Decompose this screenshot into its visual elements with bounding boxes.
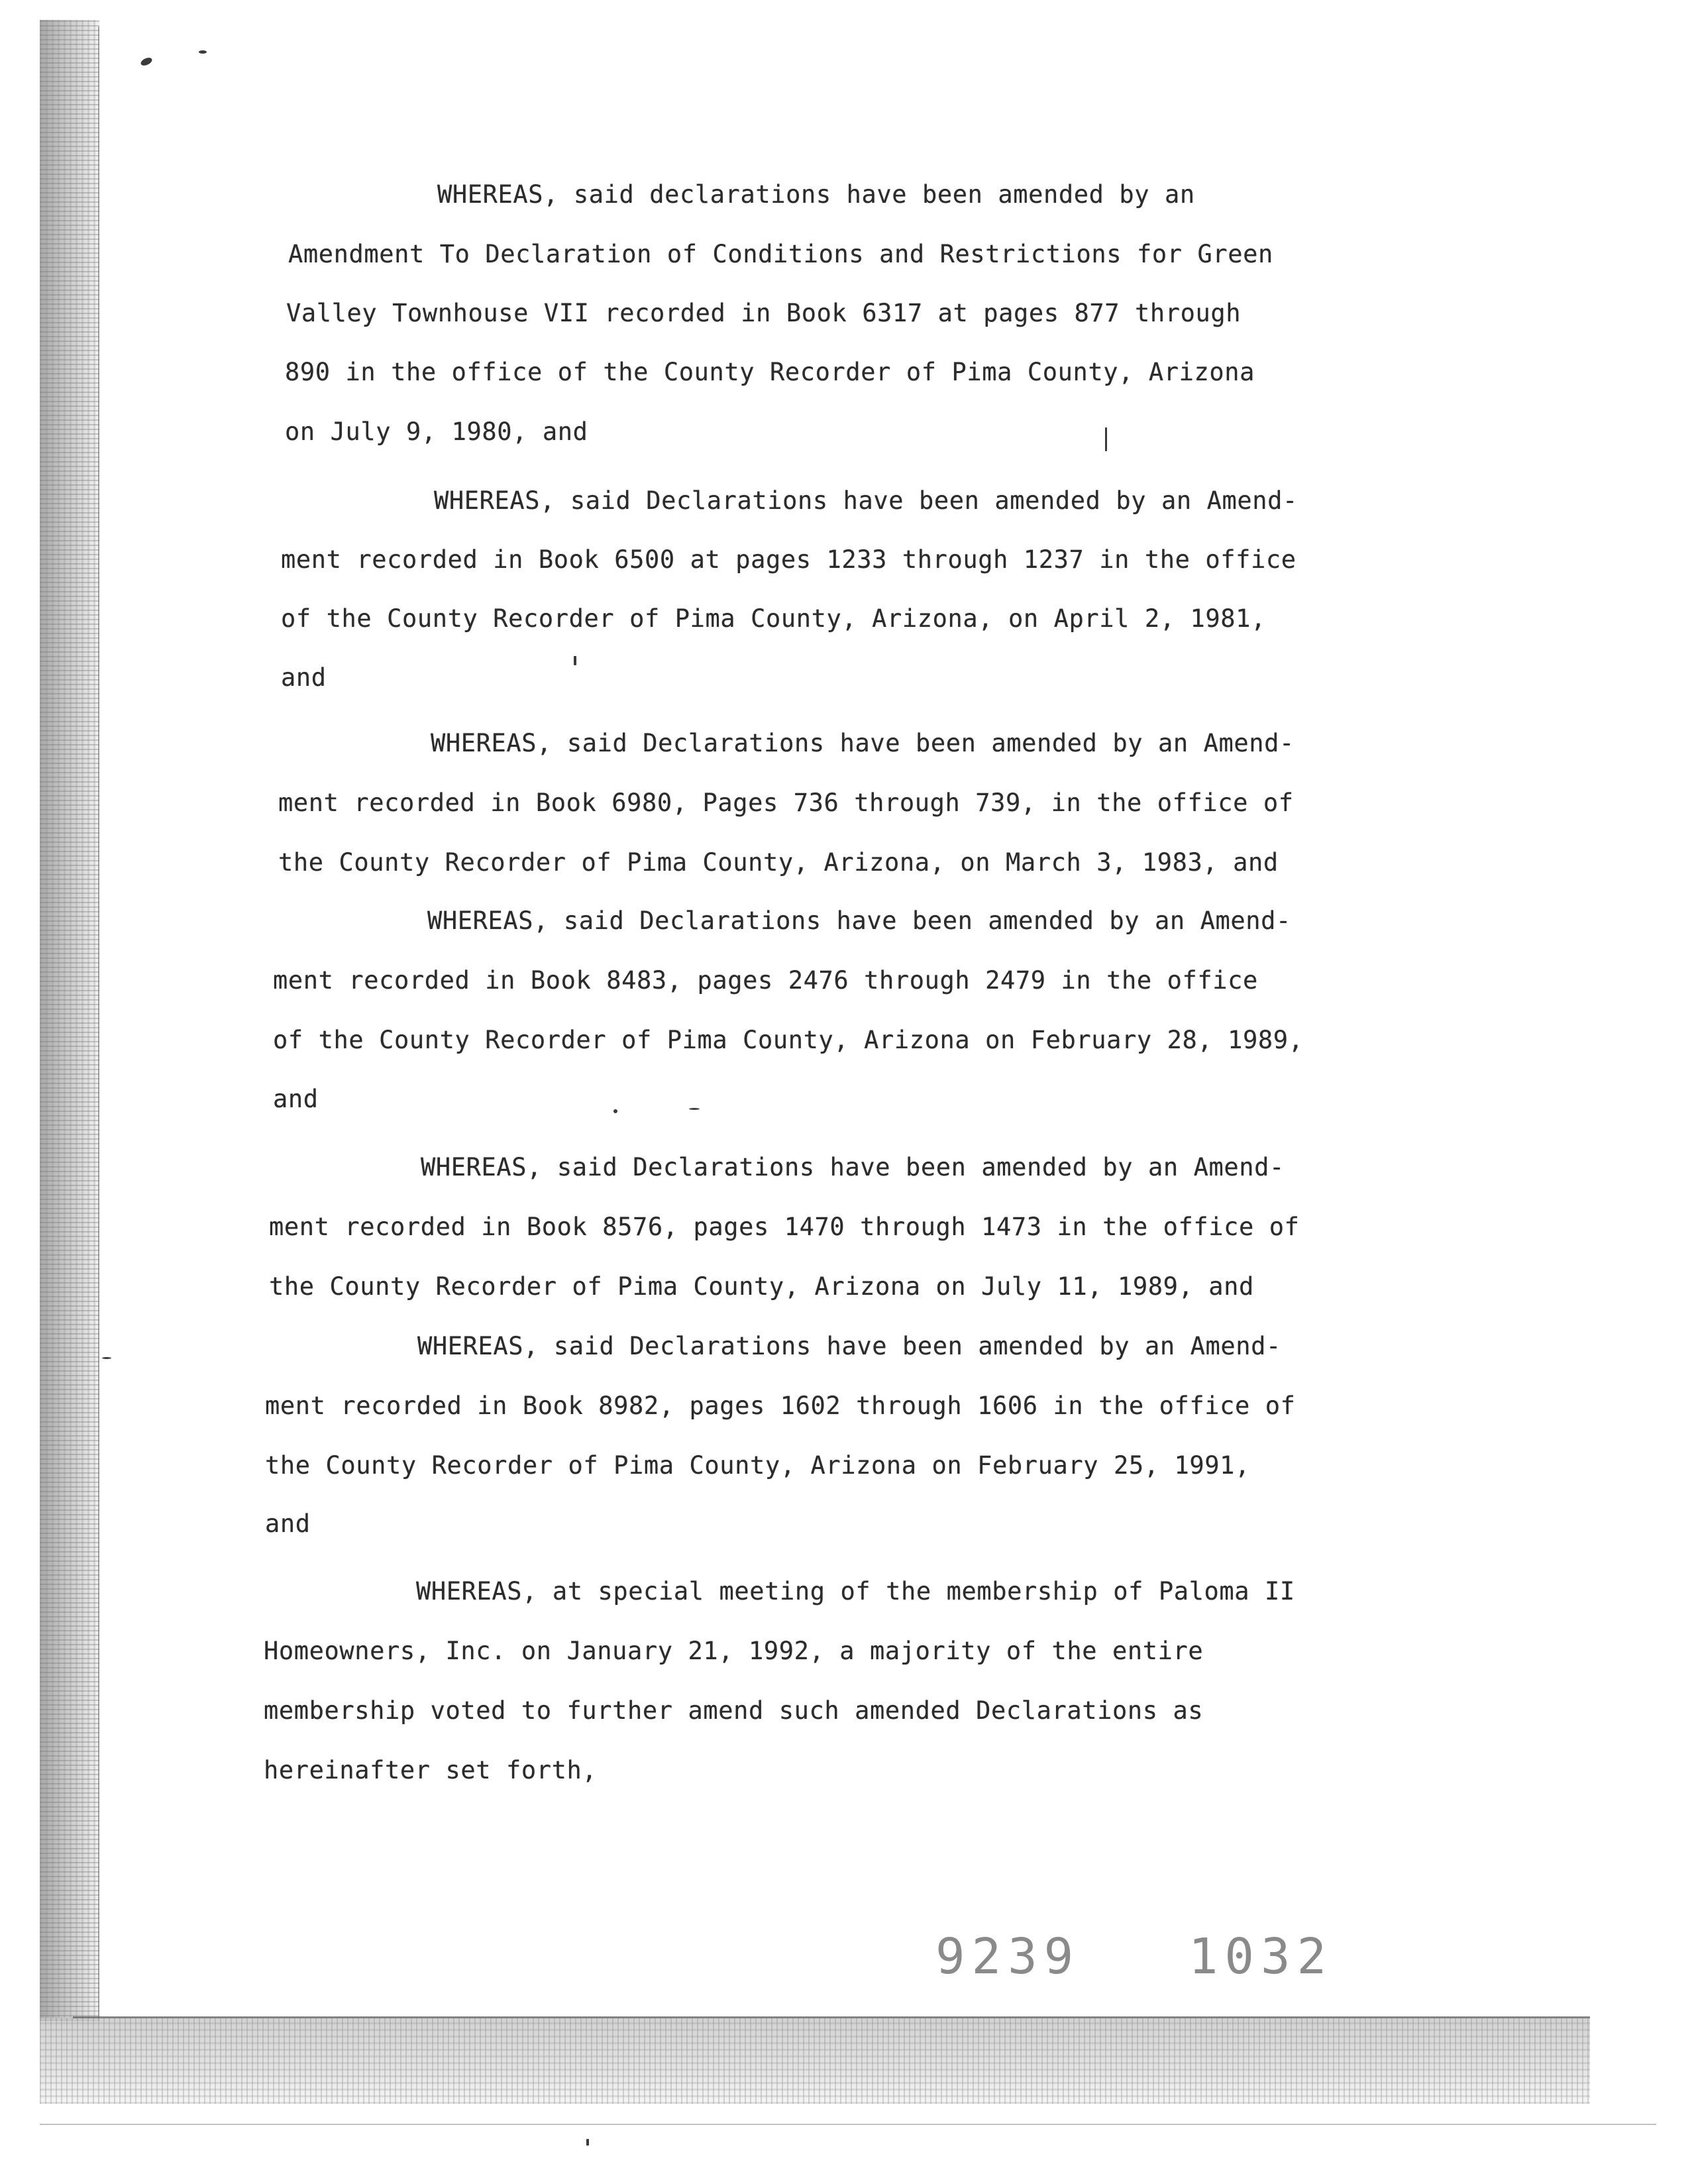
page-edge-left [98, 27, 99, 2021]
scan-speck [1105, 427, 1107, 451]
document-line: and [273, 1085, 319, 1113]
document-line: ment recorded in Book 8483, pages 2476 through 2479 in the office [273, 966, 1258, 995]
scan-speck [199, 50, 207, 54]
scan-edge-left [40, 20, 99, 2021]
document-line: ment recorded in Book 6980, Pages 736 through 739, in the office of [278, 789, 1294, 817]
document-line: WHEREAS, said Declarations have been amended by an Amend- [434, 486, 1298, 515]
document-line: and [265, 1509, 311, 1538]
document-line: ment recorded in Book 8982, pages 1602 through 1606 in the office of [265, 1392, 1296, 1420]
document-line: membership voted to further amend such amended Declarations as [264, 1696, 1204, 1725]
scan-speck [689, 1108, 700, 1110]
scan-speck [102, 1357, 111, 1359]
document-line: ment recorded in Book 6500 at pages 1233 through 1237 in the office [281, 545, 1297, 574]
document-line: WHEREAS, at special meeting of the membership of Paloma II [416, 1577, 1295, 1606]
document-line: the County Recorder of Pima County, Arizona on February 25, 1991, [265, 1451, 1250, 1480]
document-line: of the County Recorder of Pima County, Arizona on February 28, 1989, [273, 1026, 1304, 1054]
document-line: Homeowners, Inc. on January 21, 1992, a majority of the entire [264, 1637, 1204, 1665]
scan-speck [140, 56, 154, 68]
document-line: Amendment To Declaration of Conditions and Restrictions for Green [288, 240, 1273, 268]
scan-speck [613, 1109, 617, 1113]
document-line: 890 in the office of the County Recorder of Pima County, Arizona [285, 358, 1255, 386]
document-line: the County Recorder of Pima County, Arizona, on March 3, 1983, and [278, 848, 1279, 877]
document-line: the County Recorder of Pima County, Arizona on July 11, 1989, and [269, 1272, 1254, 1301]
document-line: WHEREAS, said Declarations have been amended by an Amend- [431, 729, 1295, 757]
document-line: WHEREAS, said Declarations have been amended by an Amend- [427, 906, 1291, 935]
document-line: and [281, 663, 327, 692]
document-line: ment recorded in Book 8576, pages 1470 through 1473 in the office of [269, 1213, 1300, 1241]
scan-footer-rule [40, 2124, 1656, 2125]
scan-speck [574, 656, 576, 665]
document-line: Valley Townhouse VII recorded in Book 6317 at pages 877 through [286, 299, 1242, 327]
document-line: WHEREAS, said declarations have been amended by an [437, 180, 1195, 209]
page-number: 9239 1032 [935, 1928, 1334, 1985]
page-edge-bottom [73, 2016, 1590, 2018]
scan-speck [586, 2139, 589, 2146]
document-line: WHEREAS, said Declarations have been amended by an Amend- [421, 1153, 1285, 1181]
scan-edge-bottom [40, 2018, 1590, 2104]
document-line: on July 9, 1980, and [285, 417, 588, 446]
document-line: hereinafter set forth, [264, 1756, 598, 1784]
document-line: of the County Recorder of Pima County, Arizona, on April 2, 1981, [281, 604, 1266, 633]
document-line: WHEREAS, said Declarations have been amended by an Amend- [417, 1332, 1281, 1360]
